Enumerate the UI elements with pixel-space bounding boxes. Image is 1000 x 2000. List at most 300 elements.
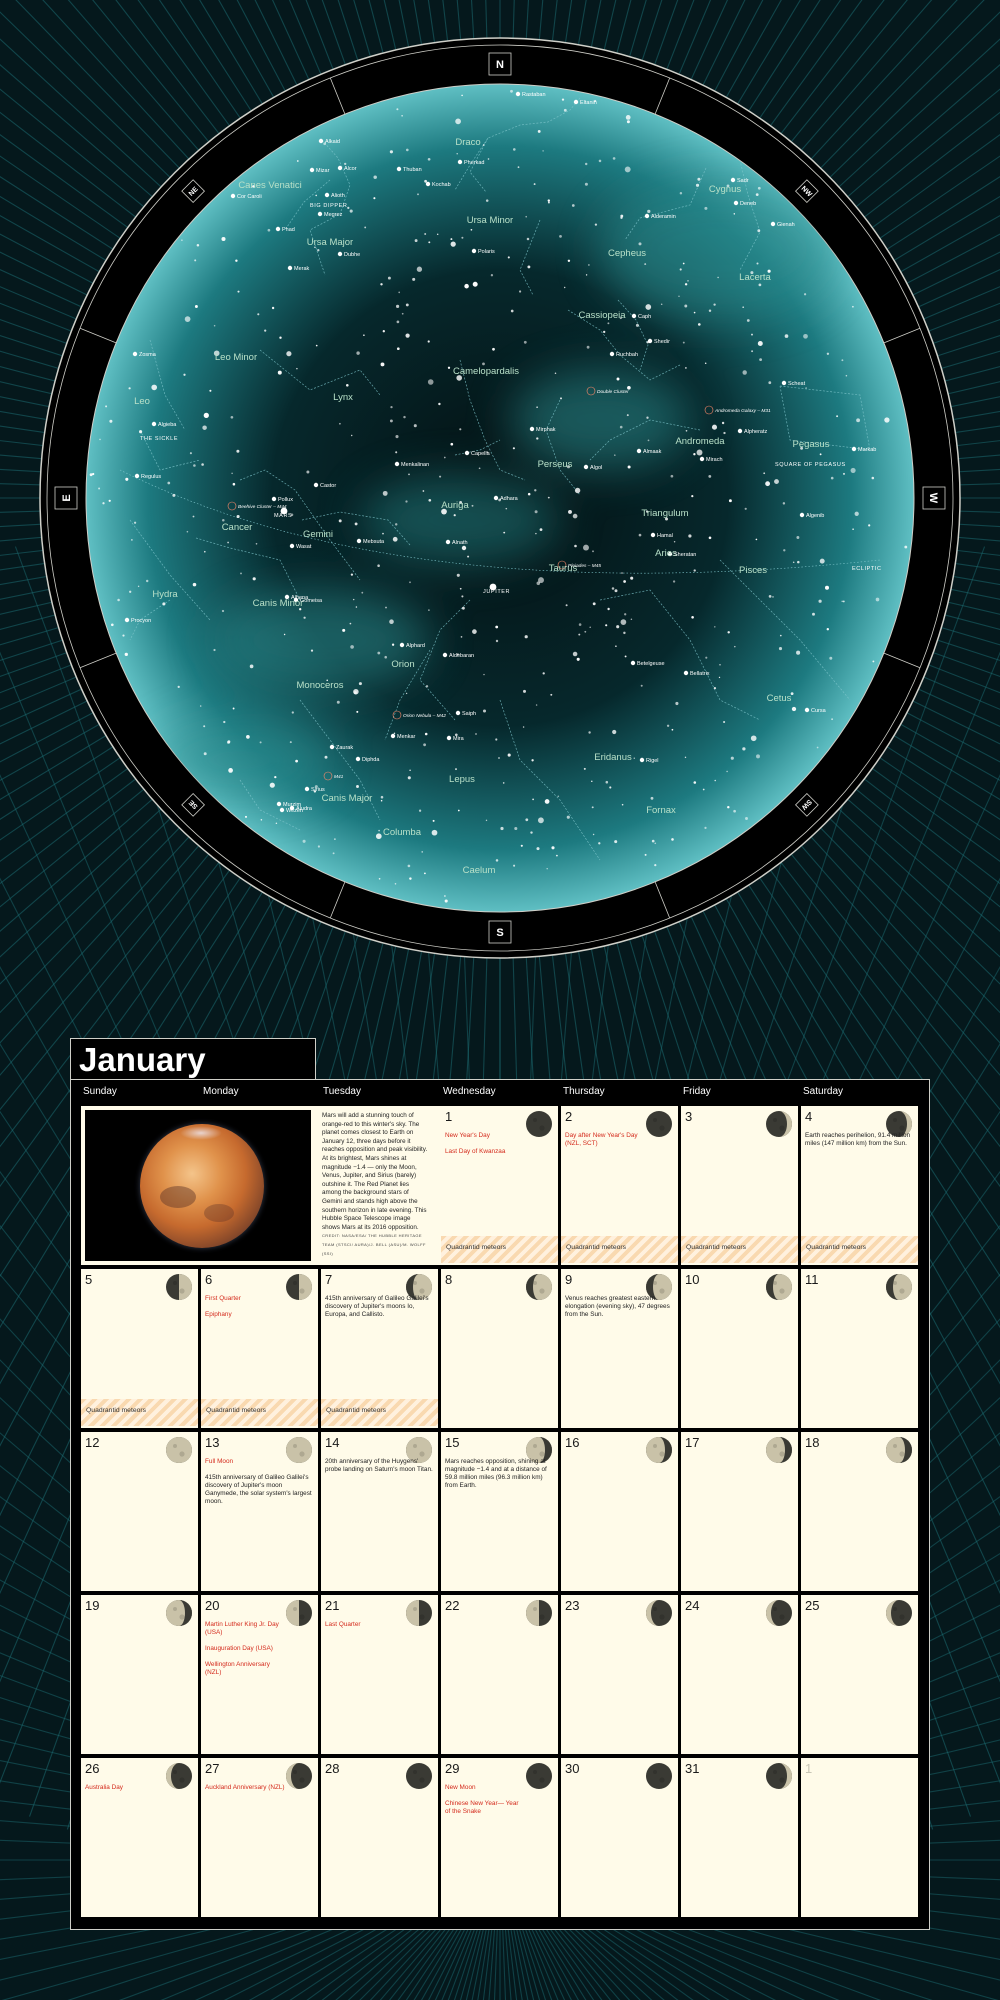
- background-star: [535, 510, 538, 513]
- star-label: Phad: [282, 227, 295, 233]
- background-star: [756, 193, 759, 196]
- moon-phase-icon: [525, 1110, 553, 1138]
- background-star: [482, 363, 485, 366]
- weekday-sunday: Sunday: [83, 1086, 117, 1097]
- background-star: [317, 249, 319, 251]
- background-star: [831, 477, 834, 480]
- background-star: [704, 827, 706, 829]
- background-star: [719, 664, 721, 666]
- background-star: [432, 830, 438, 836]
- star-label: Gomeisa: [300, 598, 323, 604]
- star-label: Menkar: [397, 734, 416, 740]
- background-star: [513, 447, 515, 449]
- named-star: [700, 457, 704, 461]
- background-star: [691, 616, 694, 619]
- background-star: [709, 536, 712, 539]
- moon-phase-icon: [165, 1436, 193, 1464]
- named-star: [310, 168, 314, 172]
- background-star: [109, 500, 111, 502]
- star-label: Ruchbah: [616, 352, 639, 358]
- background-star: [395, 883, 397, 885]
- background-star: [235, 259, 237, 261]
- background-star: [187, 531, 189, 533]
- deep-sky-label: Double Cluster: [597, 390, 629, 395]
- background-star: [496, 859, 499, 862]
- background-star: [471, 229, 473, 231]
- day-number: 6: [205, 1272, 213, 1287]
- named-star: [771, 222, 775, 226]
- star-label: Scheat: [788, 381, 806, 387]
- background-star: [573, 652, 578, 657]
- star-label: Betelgeuse: [637, 661, 665, 667]
- named-star: [426, 182, 430, 186]
- background-star: [727, 631, 729, 633]
- mars-surface-feature: [204, 1204, 234, 1222]
- day-cell: [201, 1758, 318, 1917]
- day-cell: [441, 1758, 558, 1917]
- moon-phase-icon: [525, 1599, 553, 1627]
- star-label: Murzim: [283, 802, 302, 808]
- intro-text-cell: [318, 1106, 441, 1265]
- constellation-label: Lacerta: [739, 272, 771, 283]
- meteor-shower-label: Quadrantid meteors: [686, 1244, 747, 1251]
- day-events: [205, 1621, 285, 1685]
- background-star: [566, 604, 568, 606]
- background-star: [388, 277, 391, 280]
- constellation-label: Caelum: [462, 865, 496, 876]
- day-number: 12: [85, 1435, 100, 1450]
- moon-phase-icon: [885, 1273, 913, 1301]
- background-star: [510, 90, 513, 93]
- day-number: 15: [445, 1435, 460, 1450]
- named-star: [648, 339, 652, 343]
- background-star: [464, 284, 469, 289]
- background-star: [536, 406, 538, 408]
- ecliptic-label: ECLIPTIC: [852, 566, 882, 572]
- star-label: Sheratan: [674, 552, 697, 558]
- background-star: [438, 403, 440, 405]
- background-star: [723, 432, 725, 434]
- star-label: Shedir: [654, 339, 670, 345]
- background-star: [521, 845, 523, 847]
- background-star: [675, 702, 678, 705]
- background-star: [685, 283, 687, 285]
- background-star: [417, 267, 422, 272]
- star-label: Cor Caroli: [237, 194, 262, 200]
- background-star: [727, 806, 729, 808]
- constellation-label: Gemini: [302, 529, 334, 540]
- constellation-label: Canes Venatici: [238, 180, 302, 191]
- background-star: [555, 372, 557, 374]
- background-star: [537, 582, 541, 586]
- star-label: Megrez: [324, 212, 343, 218]
- background-star: [620, 426, 623, 429]
- background-star: [558, 796, 560, 798]
- background-star: [350, 210, 353, 213]
- background-star: [678, 296, 679, 297]
- constellation-label: Auriga: [441, 500, 469, 511]
- deep-sky-label: Pleiades – M45: [568, 564, 602, 569]
- background-star: [233, 708, 235, 710]
- background-star: [364, 226, 366, 228]
- background-star: [768, 381, 771, 384]
- background-star: [734, 213, 735, 214]
- background-star: [486, 820, 487, 821]
- day-events: [205, 1784, 285, 1800]
- named-star: [280, 808, 284, 812]
- background-star: [122, 635, 124, 637]
- deep-sky-label: M41: [334, 775, 344, 780]
- star-label: Polaris: [478, 249, 495, 255]
- background-star: [424, 233, 426, 235]
- deep-sky-label: Beehive Cluster – M44: [238, 505, 287, 510]
- background-star: [559, 235, 562, 238]
- background-star: [508, 256, 510, 258]
- background-star: [461, 595, 463, 597]
- background-star: [488, 158, 490, 160]
- day-number: 10: [685, 1272, 700, 1287]
- background-star: [290, 741, 292, 743]
- background-star: [204, 551, 206, 553]
- named-star: [465, 451, 469, 455]
- planet-label: JUPITER: [483, 589, 511, 595]
- background-star: [804, 293, 806, 295]
- background-star: [534, 489, 536, 491]
- background-star: [384, 656, 387, 659]
- background-star: [380, 283, 382, 285]
- weekday-monday: Monday: [203, 1086, 239, 1097]
- named-star: [574, 100, 578, 104]
- background-star: [688, 534, 691, 537]
- background-star: [334, 838, 336, 840]
- background-star: [904, 546, 907, 549]
- background-star: [645, 304, 651, 310]
- star-label: Menkalinan: [401, 462, 430, 468]
- background-star: [523, 690, 526, 693]
- meteor-shower-label: Quadrantid meteors: [86, 1407, 147, 1414]
- background-star: [820, 559, 825, 564]
- background-star: [759, 284, 762, 287]
- day-number: 7: [325, 1272, 333, 1287]
- named-star: [272, 497, 276, 501]
- background-star: [714, 687, 716, 689]
- background-star: [382, 533, 384, 535]
- background-star: [525, 635, 528, 638]
- intro-paragraph: Mars will add a stunning touch of orange-red to this winter's sky. The planet comes closest to Earth on January 12, three days before it reaches opposition and peak visibility. At its brightest, Mars shines at magnitude −1.4 — only the Moon, Venus, Jupiter, and Sirius (barely) outshine it. The Red Planet lies among the background stars of Gemini and stands high above the southern horizon in late evening. This Hubble Space Telescope image shows Mars at its 2016 opposition.: [322, 1112, 428, 1231]
- named-star: [314, 483, 318, 487]
- background-star: [424, 873, 426, 875]
- day-events: [325, 1458, 433, 1482]
- background-star: [194, 259, 196, 261]
- background-star: [450, 238, 452, 240]
- named-star: [397, 167, 401, 171]
- background-star: [151, 385, 157, 391]
- star-label: Zosma: [139, 352, 156, 358]
- day-events: [205, 1458, 313, 1514]
- background-star: [268, 229, 271, 232]
- background-star: [264, 330, 266, 332]
- day-number: 13: [205, 1435, 220, 1450]
- background-star: [717, 277, 718, 278]
- background-star: [745, 817, 748, 820]
- day-cell: [801, 1758, 918, 1917]
- constellation-label: Orion: [391, 659, 415, 670]
- background-star: [492, 348, 495, 351]
- background-star: [202, 425, 207, 430]
- background-star: [401, 115, 403, 117]
- background-star: [395, 451, 397, 453]
- moon-phase-icon: [525, 1762, 553, 1790]
- day-cell: [441, 1106, 558, 1265]
- east-marker: [55, 487, 77, 509]
- background-star: [851, 468, 856, 473]
- background-star: [433, 820, 435, 822]
- day-number: 8: [445, 1272, 453, 1287]
- background-star: [109, 420, 112, 423]
- background-star: [872, 660, 874, 662]
- background-star: [606, 781, 609, 784]
- named-star: [456, 711, 460, 715]
- star-label: Mira: [453, 736, 464, 742]
- constellation-label: Cancer: [221, 522, 253, 533]
- star-label: Markab: [858, 447, 877, 453]
- background-star: [758, 187, 761, 190]
- astronomy-note: Mars reaches opposition, shining at magnitude −1.4 and at a distance of 59.8 million miles (96.3 million km) from Earth.: [445, 1458, 547, 1489]
- background-star: [628, 465, 631, 468]
- background-star: [483, 144, 485, 146]
- background-star: [486, 199, 489, 202]
- weekday-tuesday: Tuesday: [323, 1086, 361, 1097]
- day-number: 18: [805, 1435, 820, 1450]
- background-star: [534, 183, 536, 185]
- background-star: [792, 707, 796, 711]
- astronomy-note: 20th anniversary of the Huygens' probe landing on Saturn's moon Titan.: [325, 1458, 433, 1473]
- holiday-event: Australia Day: [85, 1784, 124, 1791]
- star-label: Algenib: [806, 513, 825, 519]
- background-star: [377, 652, 380, 655]
- constellation-label: Triangulum: [641, 508, 689, 519]
- background-star: [538, 130, 541, 133]
- weekday-thursday: Thursday: [563, 1086, 605, 1097]
- meteor-shower-band: [201, 1399, 318, 1426]
- holiday-event: First Quarter: [205, 1295, 241, 1302]
- background-star: [347, 207, 349, 209]
- background-star: [475, 733, 477, 735]
- background-star: [797, 561, 800, 564]
- named-star: [640, 758, 644, 762]
- background-star: [648, 440, 650, 442]
- background-star: [223, 721, 225, 723]
- day-number: 1: [445, 1109, 453, 1124]
- background-star: [379, 878, 381, 880]
- background-star: [415, 239, 418, 242]
- background-star: [455, 119, 461, 125]
- background-star: [584, 768, 586, 770]
- background-star: [617, 378, 620, 381]
- day-events: [205, 1295, 285, 1327]
- constellation-label: Eridanus: [594, 752, 632, 763]
- day-number: 27: [205, 1761, 220, 1776]
- constellation-label: Andromeda: [675, 436, 725, 447]
- background-star: [876, 598, 880, 602]
- named-star: [357, 539, 361, 543]
- star-label: Procyon: [131, 618, 152, 624]
- background-star: [763, 472, 765, 474]
- calendar-grid: [70, 1079, 930, 1930]
- star-label: Mizar: [316, 168, 330, 174]
- background-star: [450, 443, 453, 446]
- background-star: [829, 657, 832, 660]
- day-number: 19: [85, 1598, 100, 1613]
- background-star: [535, 533, 536, 534]
- background-star: [568, 510, 572, 514]
- background-star: [428, 158, 431, 161]
- background-star: [389, 619, 394, 624]
- background-star: [353, 689, 358, 694]
- background-star: [680, 268, 682, 270]
- background-star: [513, 865, 515, 867]
- background-star: [346, 384, 349, 387]
- background-star: [614, 454, 616, 456]
- named-star: [447, 736, 451, 740]
- background-star: [195, 305, 198, 308]
- background-star: [318, 845, 320, 847]
- background-star: [593, 834, 594, 835]
- background-star: [636, 324, 639, 327]
- background-star: [527, 265, 530, 268]
- background-star: [759, 358, 762, 361]
- background-star: [455, 768, 457, 770]
- background-star: [654, 842, 656, 844]
- moon-phase-icon: [885, 1436, 913, 1464]
- background-star: [406, 693, 407, 694]
- background-star: [437, 234, 438, 235]
- star-label: Cursa: [811, 708, 826, 714]
- background-star: [428, 241, 430, 243]
- background-star: [774, 479, 779, 484]
- named-star: [391, 734, 395, 738]
- intro-photo-cell: [81, 1106, 318, 1265]
- background-star: [703, 789, 705, 791]
- background-star: [578, 634, 580, 636]
- named-star: [152, 422, 156, 426]
- background-star: [698, 323, 701, 326]
- background-star: [276, 823, 277, 824]
- background-star: [325, 756, 328, 759]
- background-star: [765, 481, 770, 486]
- background-star: [733, 810, 736, 813]
- day-cell: [81, 1269, 198, 1428]
- named-star: [584, 465, 588, 469]
- background-star: [518, 166, 520, 168]
- background-star: [593, 602, 596, 605]
- background-star: [461, 636, 463, 638]
- background-star: [827, 353, 829, 355]
- astronomy-note: 415th anniversary of Galileo Galilei's discovery of Jupiter's moons Io, Europa, and Callisto.: [325, 1295, 429, 1318]
- background-star: [406, 303, 409, 306]
- day-cell: [561, 1595, 678, 1754]
- meteor-shower-band: [321, 1399, 438, 1426]
- background-star: [408, 776, 411, 779]
- background-star: [139, 430, 142, 433]
- background-star: [548, 497, 550, 499]
- background-star: [525, 818, 528, 821]
- holiday-event: Epiphany: [205, 1311, 232, 1318]
- background-star: [361, 592, 363, 594]
- svg-text:S: S: [496, 927, 504, 939]
- background-star: [240, 572, 242, 574]
- constellation-label: Perseus: [537, 459, 573, 470]
- background-star: [615, 645, 617, 647]
- background-star: [694, 569, 696, 571]
- background-star: [128, 387, 130, 389]
- constellation-label: Draco: [455, 137, 481, 148]
- star-label: Pollux: [278, 497, 293, 503]
- named-star: [805, 708, 809, 712]
- day-number: 30: [565, 1761, 580, 1776]
- background-star: [333, 852, 335, 854]
- background-star: [616, 625, 619, 628]
- background-star: [236, 450, 239, 453]
- background-star: [303, 840, 306, 843]
- star-label: Alderamin: [651, 214, 676, 220]
- background-star: [381, 800, 383, 802]
- astronomy-note: Earth reaches perihelion, 91.4 million miles (147 million km) from the Sun.: [805, 1132, 911, 1147]
- constellation-label: Columba: [382, 827, 422, 838]
- background-star: [751, 334, 753, 336]
- svg-text:SW: SW: [799, 797, 813, 811]
- background-star: [444, 457, 446, 459]
- background-star: [500, 827, 503, 830]
- background-star: [204, 752, 207, 755]
- holiday-event: Martin Luther King Jr. Day (USA): [205, 1621, 279, 1636]
- background-star: [278, 371, 282, 375]
- moon-phase-icon: [405, 1762, 433, 1790]
- background-star: [843, 600, 845, 602]
- day-cell: [561, 1758, 678, 1917]
- background-star: [742, 306, 744, 308]
- background-star: [134, 522, 136, 524]
- background-star: [751, 350, 753, 352]
- day-events: [325, 1295, 433, 1327]
- background-star: [513, 148, 516, 151]
- background-star: [647, 210, 650, 213]
- background-star: [712, 425, 717, 430]
- holiday-event: New Moon: [445, 1784, 476, 1791]
- background-star: [479, 467, 481, 469]
- weekday-header-row: [81, 1080, 921, 1104]
- constellation-label: Monoceros: [296, 680, 344, 691]
- background-star: [270, 783, 275, 788]
- background-star: [685, 367, 687, 369]
- background-star: [684, 305, 687, 308]
- background-star: [525, 216, 527, 218]
- background-star: [483, 709, 486, 712]
- background-star: [598, 842, 600, 844]
- moon-phase-icon: [645, 1762, 673, 1790]
- background-star: [105, 405, 107, 407]
- background-star: [200, 705, 202, 707]
- day-number: 23: [565, 1598, 580, 1613]
- constellation-label: Canis Minor: [252, 598, 304, 609]
- background-star: [183, 374, 185, 376]
- background-star: [697, 450, 703, 456]
- day-number: 22: [445, 1598, 460, 1613]
- named-star: [318, 212, 322, 216]
- background-star: [564, 287, 565, 288]
- background-star: [588, 731, 590, 733]
- background-star: [231, 473, 232, 474]
